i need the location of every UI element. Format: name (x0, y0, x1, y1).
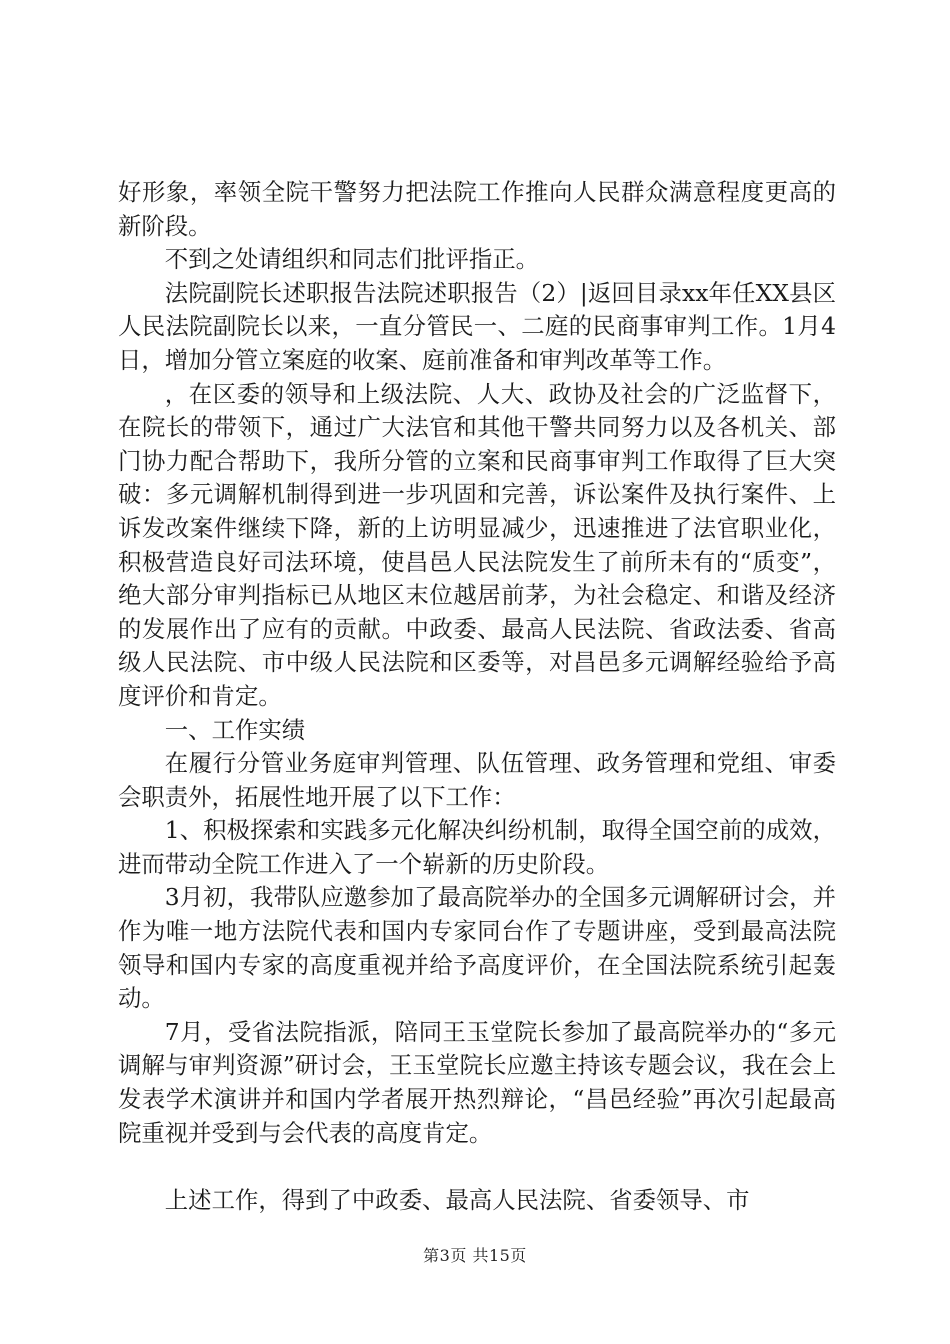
paragraph-recognition: 上述工作，得到了中政委、最高人民法院、省委领导、市 (164, 1185, 750, 1214)
paragraph-continuation: 好形象，率领全院干警努力把法院工作推向人民群众满意程度更高的新阶段。 (118, 178, 836, 240)
paragraph-achievements-summary: ，在区委的领导和上级法院、人大、政协及社会的广泛监督下，在院长的带领下，通过广大法官和其他干警共同努力以及各机关、部门协力配合帮助下，我所分管的立案和民商事审判工作取得了巨大突破：多元调解机制得到进一步巩固和完善，诉讼案件及执行案件、上诉发改案件继续下降，新的上访明显减少，迅速推进了法官职业化，积极营造良好司法环境，使昌邑人民法院发生了前所未有的“质变”，绝大部分审判指标已从地区末位越居前茅，为社会稳定、和谐及经济的发展作出了应有的贡献。中政委、最高人民法院、省政法委、省高级人民法院、市中级人民法院和区委等，对昌邑多元调解经验给予高度评价和肯定。 (118, 379, 836, 710)
paragraph-duties: 在履行分管业务庭审判管理、队伍管理、政务管理和党组、审委会职责外，拓展性地开展了以下工作： (118, 749, 836, 811)
section-heading-work-results: 一、工作实绩 (164, 715, 306, 744)
document-body (118, 176, 836, 1217)
paragraph-march-seminar: 3月初，我带队应邀参加了最高院举办的全国多元调解研讨会，并作为唯一地方法院代表和国内专家同台作了专题讲座，受到最高法院领导和国内专家的高度重视并给予高度评价，在全国法院系统引起轰动。 (118, 883, 836, 1013)
paragraph-item-1: 1、积极探索和实践多元化解决纠纷机制，取得全国空前的成效，进而带动全院工作进入了一个崭新的历史阶段。 (118, 816, 836, 878)
paragraph-report-intro: 法院副院长述职报告法院述职报告（2）|返回目录xx年任XX县区人民法院副院长以来，一直分管民一、二庭的民商事审判工作。1月4日，增加分管立案庭的收案、庭前准备和审判改革等工作。 (118, 278, 836, 374)
paragraph-july-seminar: 7月，受省法院指派，陪同王玉堂院长参加了最高院举办的“多元调解与审判资源”研讨会，王玉堂院长应邀主持该专题会议，我在会上发表学术演讲并和国内学者展开热烈辩论，“昌邑经验”再次引起最高院重视并受到与会代表的高度肯定。 (118, 1017, 836, 1147)
page-number-footer: 第3页 共15页 (423, 1246, 527, 1265)
paragraph-spacer (118, 1150, 836, 1184)
paragraph-closing-remark: 不到之处请组织和同志们批评指正。 (164, 245, 540, 274)
